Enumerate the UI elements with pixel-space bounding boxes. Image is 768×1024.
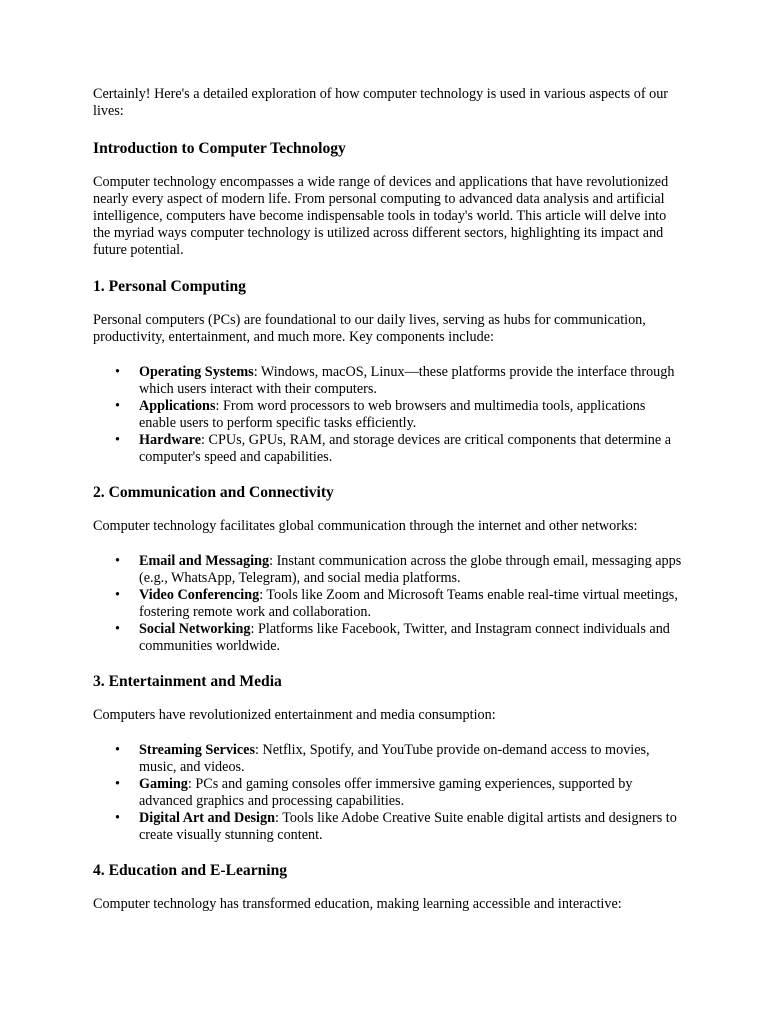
list-item-term: Social Networking <box>139 621 251 637</box>
list-item-text: : Instant communication across the globe through email, messaging apps (e.g., WhatsApp, Telegram), and social media platforms. <box>139 553 682 586</box>
bullet-icon: • <box>115 398 120 414</box>
list-item-text: : From word processors to web browsers and multimedia tools, applications enable users to perform specific tasks efficiently. <box>139 398 646 431</box>
list-item <box>93 776 683 810</box>
list-item-text: : Platforms like Facebook, Twitter, and Instagram connect individuals and communities worldwide. <box>139 621 670 654</box>
list-item-term: Streaming Services <box>139 742 255 758</box>
intro-paragraph: Certainly! Here's a detailed exploration of how computer technology is used in various aspects of our lives: <box>93 86 669 119</box>
section-paragraph-introduction: Computer technology encompasses a wide range of devices and applications that have revolutionized nearly every aspect of modern life. From personal computing to advanced data analysis and artificial intelligence, computers have become indispensable tools in today's world. This article will delve into the myriad ways computer technology is utilized across different sectors, highlighting its impact and future potential. <box>93 174 669 258</box>
bullet-icon: • <box>115 776 120 792</box>
section-title-entertainment: 3. Entertainment and Media <box>93 673 282 690</box>
list-item <box>93 432 683 466</box>
list-item-term: Email and Messaging <box>139 553 270 569</box>
list-item <box>93 810 683 844</box>
section-title-personal-computing: 1. Personal Computing <box>93 278 246 295</box>
list-item-text: : CPUs, GPUs, RAM, and storage devices are critical components that determine a computer's speed and capabilities. <box>139 432 672 465</box>
section-title-introduction: Introduction to Computer Technology <box>93 140 346 157</box>
list-item-term: Video Conferencing <box>139 587 260 603</box>
list-item <box>93 587 683 621</box>
bullet-icon: • <box>115 432 120 448</box>
list-item-text: : Tools like Adobe Creative Suite enable digital artists and designers to create visually stunning content. <box>139 810 677 843</box>
document-page <box>93 86 683 913</box>
bullet-icon: • <box>115 364 120 380</box>
bullet-icon: • <box>115 587 120 603</box>
list-item-text: : Netflix, Spotify, and YouTube provide on-demand access to movies, music, and videos. <box>139 742 650 775</box>
list-item <box>93 553 683 587</box>
bullet-list-entertainment <box>93 742 683 844</box>
list-item-term: Operating Systems <box>139 364 254 380</box>
list-item-term: Gaming <box>139 776 188 792</box>
list-item-term: Hardware <box>139 432 201 448</box>
bullet-icon: • <box>115 742 120 758</box>
list-item <box>93 398 683 432</box>
bullet-list-personal-computing <box>93 364 683 466</box>
list-item-term: Digital Art and Design <box>139 810 275 826</box>
list-item <box>93 364 683 398</box>
list-item <box>93 621 683 655</box>
bullet-icon: • <box>115 810 120 826</box>
section-paragraph-personal-computing: Personal computers (PCs) are foundational to our daily lives, serving as hubs for communication, productivity, entertainment, and much more. Key components include: <box>93 312 646 345</box>
section-title-communication: 2. Communication and Connectivity <box>93 484 334 501</box>
bullet-list-communication <box>93 553 683 655</box>
bullet-icon: • <box>115 553 120 569</box>
section-paragraph-education: Computer technology has transformed education, making learning accessible and interactive: <box>93 896 622 912</box>
list-item-term: Applications <box>139 398 216 414</box>
list-item <box>93 742 683 776</box>
list-item-text: : Tools like Zoom and Microsoft Teams enable real-time virtual meetings, fostering remote work and collaboration. <box>139 587 678 620</box>
bullet-icon: • <box>115 621 120 637</box>
list-item-text: : Windows, macOS, Linux—these platforms provide the interface through which users interact with their computers. <box>139 364 675 397</box>
section-paragraph-entertainment: Computers have revolutionized entertainment and media consumption: <box>93 707 496 723</box>
section-title-education: 4. Education and E-Learning <box>93 862 288 879</box>
list-item-text: : PCs and gaming consoles offer immersive gaming experiences, supported by advanced graphics and processing capabilities. <box>139 776 633 809</box>
section-paragraph-communication: Computer technology facilitates global communication through the internet and other networks: <box>93 518 638 534</box>
